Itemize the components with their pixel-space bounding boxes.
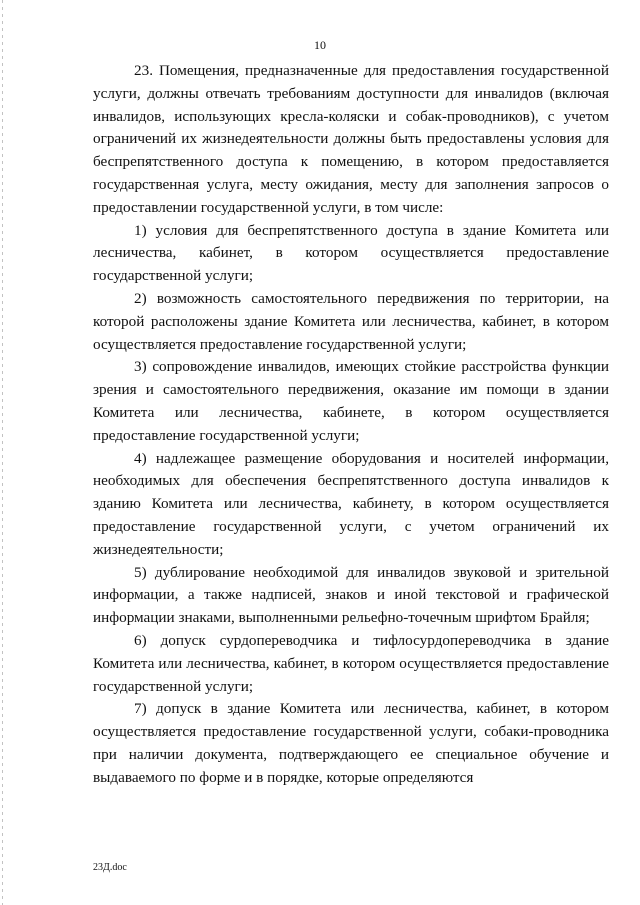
document-body — [93, 60, 609, 790]
paragraph-item-4: 4) надлежащее размещение оборудования и носителей информации, необходимых для обеспечения беспрепятственного доступа инвалидов к зданию Комитета или лесничества, кабинету, в котором осуществляется предоставление государственной услуги, с учетом ограничений их жизнедеятельности; — [93, 449, 609, 558]
paragraph-item-5: 5) дублирование необходимой для инвалидов звуковой и зрительной информации, а также надписей, знаков и иной текстовой и графической информации знаками, выполненными рельефно-точечным шрифтом Брайля; — [93, 563, 609, 627]
paragraph-item-6: 6) допуск сурдопереводчика и тифлосурдопереводчика в здание Комитета или лесничества, кабинет, в котором осуществляется предоставление государственной услуги; — [93, 631, 609, 695]
paragraph-item-2: 2) возможность самостоятельного передвижения по территории, на которой расположены здание Комитета или лесничества, кабинет, в котором осуществляется предоставление государственной услуги; — [93, 289, 609, 353]
paragraph-item-7: 7) допуск в здание Комитета или лесничества, кабинет, в котором осуществляется предоставление государственной услуги, собаки-проводника при наличии документа, подтверждающего ее специальное обучение и выдаваемого по форме и в порядке, которые определяются — [93, 700, 609, 786]
page-number: 10 — [314, 38, 326, 52]
file-name-footer: 23Д.doc — [93, 862, 127, 873]
scan-edge — [2, 0, 3, 905]
paragraph-item-3: 3) сопровождение инвалидов, имеющих стойкие расстройства функции зрения и самостоятельного передвижения, оказание им помощи в здании Комитета или лесничества, кабинете, в котором осуществляется предоставление государственной услуги; — [93, 358, 609, 444]
paragraph-23-intro: 23. Помещения, предназначенные для предоставления государственной услуги, должны отвечать требованиям доступности для инвалидов (включая инвалидов, использующих кресла-коляски и собак-проводников), с учетом ограничений их жизнедеятельности должны быть предоставлены условия для беспрепятственного доступа к помещению, в котором предоставляется государственная услуга, месту ожидания, месту для заполнения запросов о предоставлении государственной услуги, в том числе: — [93, 62, 609, 216]
paragraph-item-1: 1) условия для беспрепятственного доступа в здание Комитета или лесничества, кабинет, в котором осуществляется предоставление государственной услуги; — [93, 221, 609, 285]
